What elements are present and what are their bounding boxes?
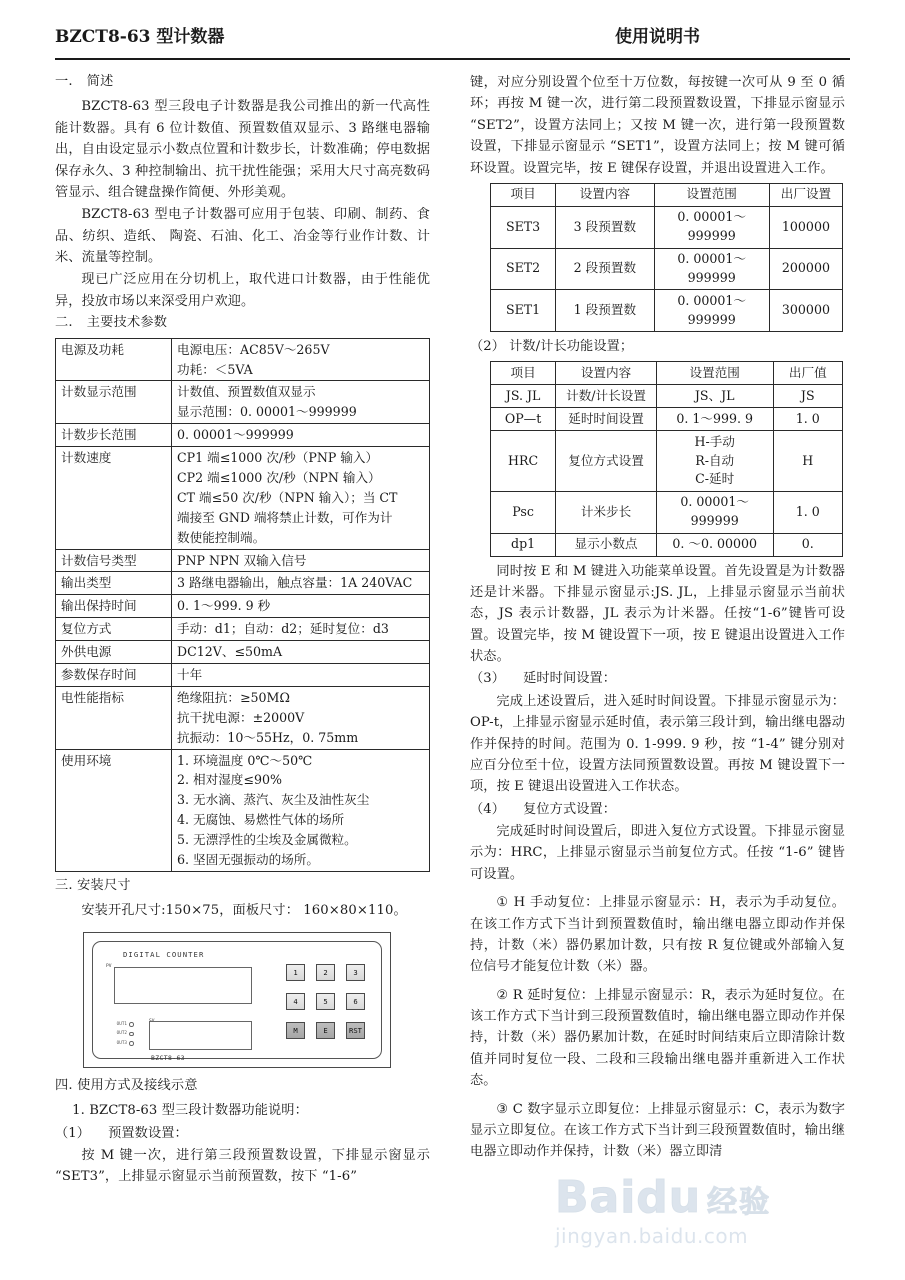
panel-key-2[interactable]: 2 [316, 964, 335, 981]
column-header: 出厂设置 [769, 183, 842, 206]
range-line: H-手动 [694, 433, 735, 449]
sub-2-heading [470, 336, 845, 357]
spec-value-cell [172, 549, 430, 572]
table-row [56, 447, 430, 549]
panel-lower-display [149, 1018, 252, 1050]
spec-value-line: 端接至 GND 端将禁止计数，可作为计 [177, 509, 393, 525]
table-cell-range [656, 491, 773, 533]
sub-4-label: （4） [470, 801, 506, 817]
spec-value-line: 2. 相对湿度≤90% [177, 772, 282, 788]
spec-value-line: 显示范围：0. 00001～999999 [177, 404, 357, 420]
panel-key-e[interactable]: E [316, 1022, 335, 1039]
table-cell-item: JS. JL [491, 385, 556, 408]
table-cell-range [656, 533, 773, 556]
table-row [56, 595, 430, 618]
spec-value-line: 0. 00001～999999 [177, 427, 294, 443]
spec-value-cell [172, 572, 430, 595]
spec-value-line: 4. 无腐蚀、易燃性气体的场所 [177, 812, 345, 828]
section-1-paragraph-2: BZCT8-63 型电子计数器可应用于包装、印刷、制药、食品、纺织、造纸、 陶瓷、石油、化工、冶金等行业作计数、计米、流量等控制。 [55, 207, 430, 266]
column-header: 项目 [491, 362, 556, 385]
table-cell: 300000 [769, 290, 842, 332]
preset-settings-table-body [491, 206, 843, 331]
section-4-item-1: 1. BZCT8-63 型三段计数器功能说明： [72, 1103, 308, 1119]
spec-key-cell: 电源及功耗 [56, 338, 172, 381]
table-header-row [491, 183, 843, 206]
spec-key-cell: 计数显示范围 [56, 381, 172, 424]
section-1-heading [55, 72, 430, 92]
table-row [56, 641, 430, 664]
table-cell-item: OP—t [491, 408, 556, 431]
panel-model-label: BZCT8-63 [151, 1053, 185, 1062]
spec-value-line: 3. 无水滴、蒸汽、灰尘及油性灰尘 [177, 792, 370, 808]
panel-led-row [115, 1029, 134, 1038]
panel-led-label: OUT2 [116, 1031, 127, 1037]
panel-key-rst[interactable]: RST [346, 1022, 365, 1039]
spec-key-cell: 计数步长范围 [56, 424, 172, 447]
table-cell-factory: H [773, 431, 842, 492]
panel-key-6[interactable]: 6 [346, 993, 365, 1010]
sub-1-label: （1） [55, 1125, 91, 1141]
section-3-heading: 三. 安装尺寸 [55, 877, 131, 893]
panel-led-row [115, 1020, 134, 1029]
table-cell-range [656, 385, 773, 408]
column-header: 设置范围 [656, 362, 773, 385]
spec-value-cell [172, 618, 430, 641]
document-title-left: BZCT8-63 型计数器 [55, 27, 225, 47]
section-4-sub-1-heading [55, 1123, 430, 1144]
range-line: R-自动 [695, 452, 735, 468]
continued-paragraph: 键，对应分别设置个位至十万位数，每按键一次可从 9 至 0 循环；再按 M 键一次，进行第二段预置数设置，下排显示窗显示 “SET2”，设置方法同上；又按 M 键一次，进行第一段预置数设置，下排显示窗显示 “SET1”，设置方法同上；按 M 键可循环设置。设置完毕，按 E 键保存设置，并退出设置进入工作。 [470, 75, 845, 176]
table-row [56, 618, 430, 641]
panel-key-1[interactable]: 1 [286, 964, 305, 981]
sub-4-heading [470, 799, 845, 820]
panel-pv-label: PV [106, 963, 112, 969]
table-cell-range [656, 431, 773, 492]
section-3-dimensions: 安装开孔尺寸:150×75，面板尺寸： 160×80×110。 [81, 903, 407, 919]
column-header: 设置内容 [556, 183, 654, 206]
table-cell: 0. 00001～999999 [654, 290, 769, 332]
reset-mode-item-2: ② R 延时复位：上排显示窗显示：R，表示为延时复位。在该工作方式下当计到三段预置数值时，输出继电器立即动作并保持，计数（米）器仍累加计数，在延时时间结束后立即清除计数值并同时复位一段、二段和三段输出继电器并重新进入工作状态。 [470, 987, 845, 1089]
column-header: 出厂值 [773, 362, 842, 385]
table-row [491, 491, 843, 533]
table-row [491, 385, 843, 408]
function-menu-paragraph: 同时按 E 和 M 键进入功能菜单设置。首先设置是为计数器还是计米器。下排显示窗显示:JS. JL，上排显示窗显示当前状态，JS 表示计数器，JL 表示为计米器。任按“1-6”键皆可设置。设置完毕，按 M 键设置下一项，按 E 键退出设置进入工作状态。 [470, 563, 845, 664]
spec-value-line: 手动：d1；自动：d2；延时复位：d3 [177, 621, 389, 637]
section-1-paragraph-3: 现已广泛应用在分切机上，取代进口计数器，由于性能优异，投放市场以来深受用户欢迎。 [55, 272, 430, 309]
spec-value-line: 5. 无漂浮性的尘埃及金属微粒。 [177, 832, 357, 848]
table-cell: 3 段预置数 [556, 206, 654, 248]
watermark-brand-text: Baidu [555, 1172, 702, 1223]
spec-value-line: 数使能控制端。 [177, 529, 266, 545]
panel-keypad [286, 964, 365, 1039]
range-line: 0. ～0. 00000 [672, 536, 758, 552]
table-cell: 2 段预置数 [556, 248, 654, 290]
panel-key-3[interactable]: 3 [346, 964, 365, 981]
section-4-heading: 四. 使用方式及接线示意 [55, 1077, 198, 1093]
table-cell: SET2 [491, 248, 556, 290]
table-row [56, 572, 430, 595]
sub-3-heading [470, 668, 845, 689]
column-header: 设置内容 [556, 362, 657, 385]
spec-value-line: 3 路继电器输出，触点容量：1A 240VAC [177, 575, 413, 591]
device-panel-inner-frame [92, 941, 382, 1062]
function-settings-table-head [491, 362, 843, 385]
table-cell: 0. 00001～999999 [654, 248, 769, 290]
left-column [55, 72, 430, 1189]
table-cell: 100000 [769, 206, 842, 248]
table-cell: SET3 [491, 206, 556, 248]
table-cell-content: 计米步长 [556, 491, 657, 533]
baidu-watermark [555, 1172, 895, 1268]
sub-2-title: 计数/计长功能设置； [509, 339, 634, 355]
panel-key-5[interactable]: 5 [316, 993, 335, 1010]
panel-upper-display [114, 967, 252, 1004]
panel-led-label: OUT3 [116, 1040, 127, 1046]
spec-value-line: 计数值、预置数值双显示 [177, 384, 316, 400]
table-row [491, 431, 843, 492]
sub-4-title: 复位方式设置： [523, 801, 617, 817]
section-2-title: 主要技术参数 [86, 315, 168, 331]
table-row [56, 424, 430, 447]
spec-value-cell [172, 664, 430, 687]
spec-value-line: 6. 坚固无强振动的场所。 [177, 852, 319, 868]
column-header: 项目 [491, 183, 556, 206]
spec-key-cell: 复位方式 [56, 618, 172, 641]
spec-value-line: 0. 1～999. 9 秒 [177, 598, 271, 614]
spec-key-cell: 使用环境 [56, 749, 172, 871]
reset-mode-item-1: ① H 手动复位：上排显示窗显示：H，表示为手动复位。在该工作方式下当计到预置数值时，输出继电器立即动作并保持，计数（米）器仍累加计数，只有按 R 复位键或外部输入复位信号才能复位计数（米）器。 [470, 895, 845, 975]
specifications-table-body [56, 338, 430, 871]
device-panel-figure [83, 932, 393, 1068]
spec-value-line: 功耗：＜5VA [177, 361, 253, 377]
watermark-brand-cn: 经验 [707, 1185, 772, 1220]
table-cell-item: Psc [491, 491, 556, 533]
table-cell: 1 段预置数 [556, 290, 654, 332]
spec-value-line: 绝缘阻抗：≥50MΩ [177, 689, 290, 705]
table-row [56, 749, 430, 871]
table-row [491, 206, 843, 248]
range-line: JS、JL [694, 387, 735, 403]
sub-1-title: 预置数设置： [108, 1125, 188, 1141]
section-4-sub-1-paragraph: 按 M 键一次，进行第三段预置数设置，下排显示窗显示 “SET3”，上排显示窗显示当前预置数，按下 “1-6” [55, 1147, 430, 1185]
table-cell-range [656, 408, 773, 431]
spec-value-line: 抗干扰电源：±2000V [177, 709, 305, 725]
panel-led-indicator-icon [129, 1041, 134, 1046]
section-2-number: 二. [55, 315, 73, 331]
panel-led-label: OUT1 [116, 1021, 127, 1027]
spec-value-cell [172, 686, 430, 749]
table-row [56, 686, 430, 749]
spec-value-cell [172, 381, 430, 424]
watermark-url: jingyan.baidu.com [555, 1224, 749, 1248]
range-line: 0. 1～999. 9 [676, 410, 754, 426]
function-settings-table [490, 361, 843, 556]
range-line: C-延时 [695, 471, 735, 487]
table-cell-factory: JS [773, 385, 842, 408]
panel-led-indicator-icon [129, 1022, 134, 1027]
document-title-right: 使用说明书 [615, 27, 700, 47]
section-1-number: 一. [55, 74, 73, 89]
spec-value-line: 十年 [177, 667, 203, 683]
spec-value-line: DC12V、≤50mA [177, 644, 283, 660]
panel-led-indicator-icon [129, 1032, 134, 1037]
table-cell-content: 显示小数点 [556, 533, 657, 556]
reset-mode-item-3: ③ C 数字显示立即复位：上排显示窗显示：C，表示为数字显示立即复位。在该工作方式下当计到三段预置数值时，输出继电器立即动作并保持，计数（米）器立即清 [470, 1101, 845, 1160]
preset-settings-table [490, 183, 843, 332]
spec-value-line: 1. 环境温度 0℃～50℃ [177, 752, 313, 768]
sub-2-label: （2） [470, 339, 506, 355]
sub-3-paragraph: 完成上述设置后，进入延时时间设置。下排显示窗显示为：OP-t，上排显示窗显示延时值，表示第三段计到，输出继电器动作并保持的时间。范围为 0. 1-999. 9 秒，按 “1-4” 键分别对应百分位至十位，设置方法同预置数设置。再按 M 键设置下一项，按 E 键退出设置进入工作状态。 [470, 693, 845, 795]
sub-4-paragraph: 完成延时时间设置后，即进入复位方式设置。下排显示窗显示为：HRC，上排显示窗显示当前复位方式。任按 “1-6” 键皆可设置。 [470, 824, 845, 882]
document-header [55, 22, 850, 60]
spec-key-cell: 计数速度 [56, 447, 172, 549]
sub-3-label: （3） [470, 671, 506, 687]
table-cell-content: 延时时间设置 [556, 408, 657, 431]
panel-brand-label: DIGITAL COUNTER [123, 949, 205, 959]
spec-value-line: 电源电压：AC85V～265V [177, 341, 330, 357]
specifications-table [55, 338, 430, 872]
table-cell-content: 计数/计长设置 [556, 385, 657, 408]
table-row [56, 549, 430, 572]
table-row [491, 290, 843, 332]
section-1-paragraph-1: BZCT8-63 型三段电子计数器是我公司推出的新一代高性能计数器。具有 6 位计数值、预置数值双显示、3 路继电器输出，自由设定显示小数点位置和计数步长，计数准确；停电数据保存永久、3 种控制输出、抗干扰性能强；采用大尺寸高亮数码管显示、组合键盘操作简便、外形美观。 [55, 99, 430, 200]
sub-3-title: 延时时间设置： [523, 671, 617, 687]
table-header-row [491, 362, 843, 385]
table-cell-content: 复位方式设置 [556, 431, 657, 492]
spec-value-cell [172, 338, 430, 381]
section-1-title: 简述 [86, 74, 114, 89]
column-header: 设置范围 [654, 183, 769, 206]
table-row [491, 533, 843, 556]
spec-key-cell: 电性能指标 [56, 686, 172, 749]
table-row [491, 408, 843, 431]
panel-key-m[interactable]: M [286, 1022, 305, 1039]
spec-value-cell [172, 447, 430, 549]
spec-value-cell [172, 424, 430, 447]
spec-value-cell [172, 595, 430, 618]
table-cell-item: dp1 [491, 533, 556, 556]
panel-led-row [115, 1039, 134, 1048]
panel-led-group [115, 1020, 134, 1049]
watermark-brand [555, 1172, 895, 1223]
table-row [56, 381, 430, 424]
range-line: 0. 00001～ [680, 494, 750, 510]
table-cell-item: HRC [491, 431, 556, 492]
spec-value-cell [172, 641, 430, 664]
right-column [470, 72, 845, 1164]
table-cell: 0. 00001～999999 [654, 206, 769, 248]
function-settings-table-body [491, 385, 843, 556]
range-line: 999999 [690, 513, 739, 529]
table-row [56, 338, 430, 381]
section-2-heading [55, 313, 430, 333]
spec-value-line: 抗振动：10～55Hz，0. 75mm [177, 729, 359, 745]
table-cell: SET1 [491, 290, 556, 332]
spec-value-line: CP1 端≤1000 次/秒（PNP 输入） [177, 450, 379, 466]
spec-key-cell: 输出类型 [56, 572, 172, 595]
device-panel-outer-frame [83, 932, 391, 1068]
table-cell: 200000 [769, 248, 842, 290]
preset-settings-table-head [491, 183, 843, 206]
spec-value-line: PNP NPN 双输入信号 [177, 552, 307, 568]
panel-key-4[interactable]: 4 [286, 993, 305, 1010]
table-cell-factory: 1. 0 [773, 408, 842, 431]
spec-key-cell: 外供电源 [56, 641, 172, 664]
table-row [56, 664, 430, 687]
table-row [491, 248, 843, 290]
spec-value-line: CP2 端≤1000 次/秒（NPN 输入） [177, 470, 381, 485]
table-cell-factory: 0. [773, 533, 842, 556]
spec-key-cell: 计数信号类型 [56, 549, 172, 572]
spec-key-cell: 输出保持时间 [56, 595, 172, 618]
panel-sv-label: SV [149, 1018, 155, 1024]
spec-value-cell [172, 749, 430, 871]
table-cell-factory: 1. 0 [773, 491, 842, 533]
spec-value-line: CT 端≤50 次/秒（NPN 输入）；当 CT [177, 489, 398, 505]
spec-key-cell: 参数保存时间 [56, 664, 172, 687]
